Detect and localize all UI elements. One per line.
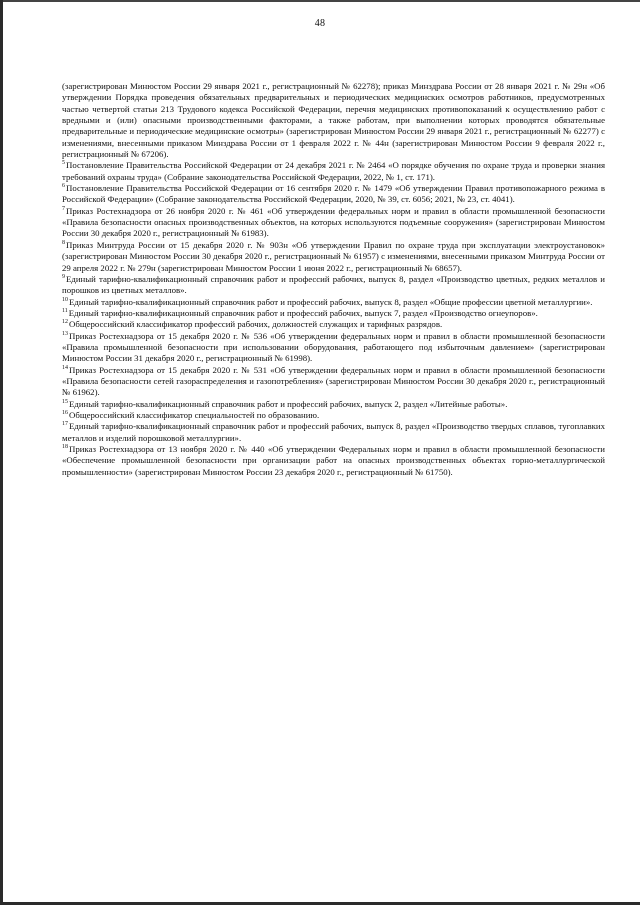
footnote-mark: 5 bbox=[62, 160, 65, 167]
footnotes-block bbox=[62, 81, 605, 478]
page-number: 48 bbox=[314, 18, 326, 29]
footnote-text: Постановление Правительства Российской Федерации от 24 декабря 2021 г. № 2464 «О порядке обучения по охране труда и проверки знания требований охраны труда» (Собрание законодательства Российской Федерации, 2022, № 1, ст. 171). bbox=[62, 160, 605, 182]
footnote-text: Приказ Ростехнадзора от 13 ноября 2020 г. № 440 «Об утверждении Федеральных норм и правил в области промышленной безопасности «Обеспечение промышленной безопасности при организации работ на опасных производственных объектах горно-металлургической промышленности» (зарегистрирован Минюстом России 23 декабря 2020 г., регистрационный № 61750). bbox=[62, 444, 605, 477]
footnote-mark: 11 bbox=[62, 307, 68, 314]
footnote-mark: 12 bbox=[62, 319, 68, 326]
footnote-6 bbox=[62, 183, 605, 206]
footnote-mark: 6 bbox=[62, 183, 65, 190]
footnote-8 bbox=[62, 240, 605, 274]
footnote-12 bbox=[62, 319, 605, 330]
footnote-mark: 18 bbox=[62, 444, 68, 451]
footnote-text: Приказ Минтруда России от 15 декабря 2020 г. № 903н «Об утверждении Правил по охране труда при эксплуатации электроустановок» (зарегистрирован Минюстом России 30 декабря 2020 г., регистрационный № 61957) с изменениями, внесенными приказом Минтруда России от 29 апреля 2022 г. № 279н (зарегистрирован Минюстом России 1 июня 2022 г., регистрационный № 68657). bbox=[62, 239, 605, 273]
footnote-text: (зарегистрирован Минюстом России 29 января 2021 г., регистрационный № 62278); приказ Минздрава России от 28 января 2021 г. № 29н «Об утверждении Порядка проведения обязательных предварительных и периодических медицинских осмотров работников, предусмотренных частью четвертой статьи 213 Трудового кодекса Российской Федерации, перечня медицинских противопоказаний к осуществлению работ с вредными и (или) опасными производственными факторами, а также работам, при выполнении которых проводятся обязательные предварительные и периодические медицинские осмотры» (зарегистрирован Минюстом России 29 января 2021 г., регистрационный № 62277) с изменениями, внесенными приказом Минздрава России от 1 февраля 2022 г. № 44н (зарегистрирован Минюстом России 9 февраля 2022 г., регистрационный № 67206). bbox=[62, 81, 605, 160]
footnote-mark: 8 bbox=[62, 239, 65, 246]
footnote-18 bbox=[62, 444, 605, 478]
footnote-mark: 15 bbox=[62, 398, 68, 405]
footnote-text: Общероссийский классификатор специальностей по образованию. bbox=[69, 409, 320, 420]
footnote-13 bbox=[62, 331, 605, 365]
footnote-11 bbox=[62, 308, 605, 319]
footnote-15 bbox=[62, 399, 605, 410]
footnote-mark: 9 bbox=[62, 273, 65, 280]
footnote-mark: 16 bbox=[62, 410, 68, 417]
footnote-text: Единый тарифно-квалификационный справочник работ и профессий рабочих, выпуск 7, раздел «Производство огнеупоров». bbox=[68, 307, 538, 318]
footnote-5 bbox=[62, 160, 605, 183]
footnote-text: Единый тарифно-квалификационный справочник работ и профессий рабочих, выпуск 8, раздел «Производство цветных, редких металлов и порошков из цветных металлов». bbox=[62, 273, 605, 296]
footnote-9 bbox=[62, 274, 605, 297]
footnote-mark: 13 bbox=[62, 330, 68, 337]
scan-edge-top bbox=[0, 0, 640, 2]
footnote-7 bbox=[62, 206, 605, 240]
footnote-text: Приказ Ростехнадзора от 15 декабря 2020 г. № 531 «Об утверждении федеральных норм и правил в области промышленной безопасности «Правила безопасности сетей газораспределения и газопотребления» (зарегистрирован Минюстом России 30 декабря 2020 г., регистрационный № 61962). bbox=[62, 364, 605, 398]
footnote-mark: 17 bbox=[62, 421, 68, 428]
footnote-mark: 7 bbox=[62, 205, 65, 212]
footnote-text: Единый тарифно-квалификационный справочник работ и профессий рабочих, выпуск 2, раздел «Литейные работы». bbox=[69, 398, 508, 409]
footnote-text: Единый тарифно-квалификационный справочник работ и профессий рабочих, выпуск 8, раздел «Общие профессии цветной металлургии». bbox=[69, 296, 593, 307]
footnote-text: Общероссийский классификатор профессий рабочих, должностей служащих и тарифных разрядов. bbox=[69, 319, 443, 330]
footnote-text: Приказ Ростехнадзора от 26 ноября 2020 г. № 461 «Об утверждении федеральных норм и правил в области промышленной безопасности «Правила безопасности опасных производственных объектов, на которых используются подъемные сооружения» (зарегистрирован Минюстом России 30 декабря 2020 г., регистрационный № 61983). bbox=[62, 205, 605, 239]
footnote-14 bbox=[62, 365, 605, 399]
footnote-10 bbox=[62, 297, 605, 308]
footnote-17 bbox=[62, 421, 605, 444]
footnote-mark: 14 bbox=[62, 364, 68, 371]
footnote-text: Постановление Правительства Российской Федерации от 16 сентября 2020 г. № 1479 «Об утверждении Правил противопожарного режима в Российской Федерации» (Собрание законодательства Российской Федерации, 2020, № 39, ст. 6056; 2021, № 23, ст. 4041). bbox=[62, 183, 605, 205]
footnote-mark: 10 bbox=[62, 296, 68, 303]
scan-edge-left bbox=[0, 0, 3, 905]
footnote-16 bbox=[62, 410, 605, 421]
footnote-text: Приказ Ростехнадзора от 15 декабря 2020 г. № 536 «Об утверждении федеральных норм и правил в области промышленной безопасности «Правила промышленной безопасности при использовании оборудования, работающего под избыточным давлением» (зарегистрирован Минюстом России 31 декабря 2020 г., регистрационный № 61998). bbox=[62, 330, 605, 364]
footnote-text: Единый тарифно-квалификационный справочник работ и профессий рабочих, выпуск 8, раздел «Производство твердых сплавов, тугоплавких металлов и изделий порошковой металлургии». bbox=[62, 421, 605, 443]
footnote-continuation bbox=[62, 81, 605, 160]
